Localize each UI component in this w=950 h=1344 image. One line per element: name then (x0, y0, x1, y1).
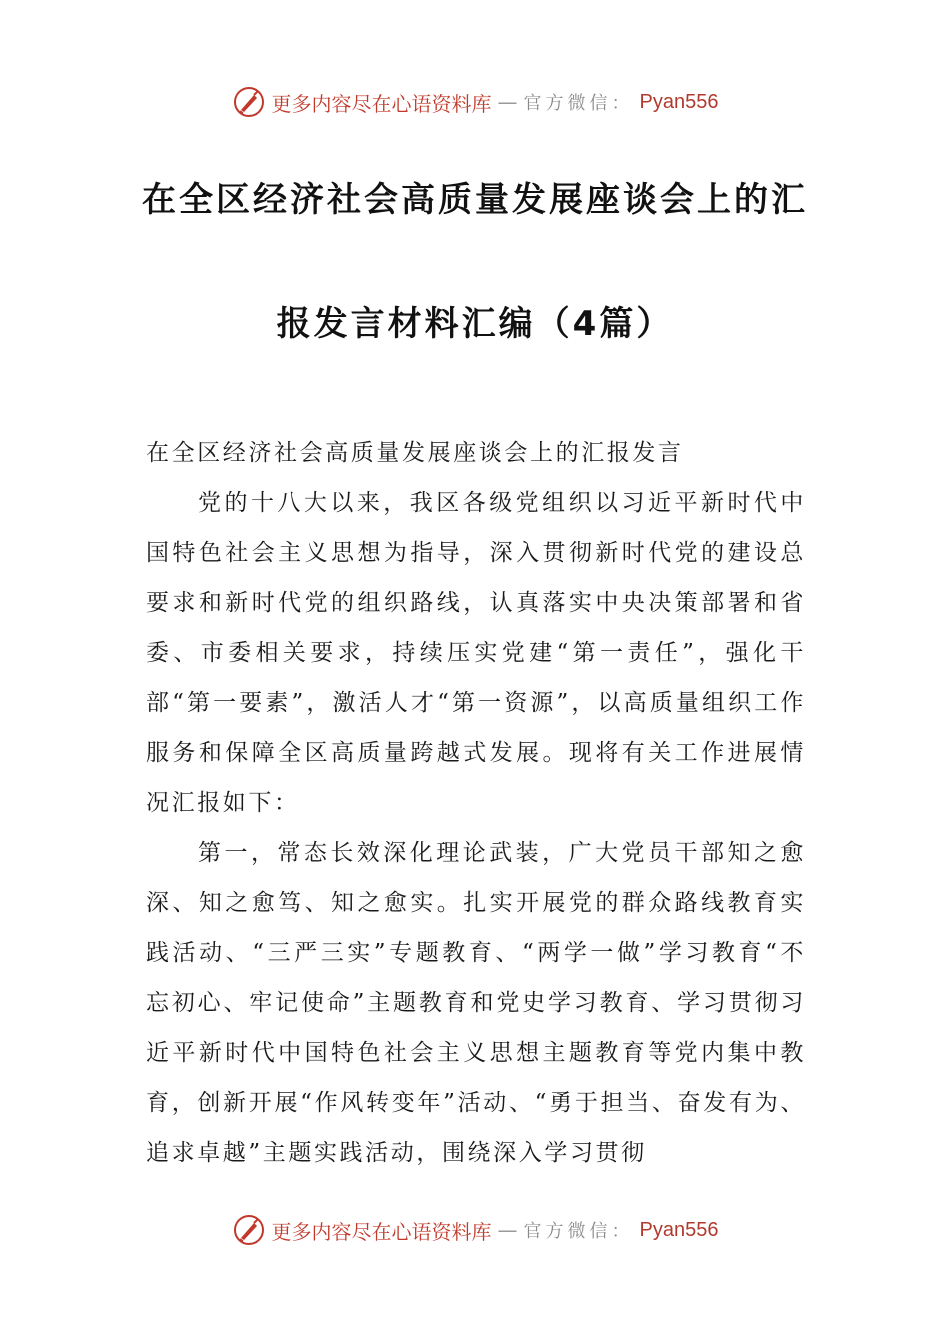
document-body (146, 428, 806, 1178)
watermark-official-label: 官方微信： (523, 93, 634, 114)
watermark-wechat-id: Pyan556 (639, 1218, 719, 1241)
document-title-line-2: 报发言材料汇编（4篇） (276, 304, 674, 344)
watermark-header (0, 82, 950, 122)
watermark-footer (0, 1210, 950, 1250)
document-subtitle: 在全区经济社会高质量发展座谈会上的汇报发言 (146, 440, 684, 466)
document-title-line-1: 在全区经济社会高质量发展座谈会上的汇 (142, 180, 808, 220)
watermark-brand: 更多内容尽在心语资料库 (271, 91, 492, 116)
quill-pen-icon (232, 85, 266, 119)
paragraph-intro: 党的十八大以来，我区各级党组织以习近平新时代中国特色社会主义思想为指导，深入贯彻新时代党的建设总要求和新时代党的组织路线，认真落实中央决策部署和省委、市委相关要求，持续压实党建“第一责任”，强化干部“第一要素”，激活人才“第一资源”，以高质量组织工作服务和保障全区高质量跨越式发展。现将有关工作进展情况汇报如下： (146, 490, 806, 816)
watermark-separator: — (497, 90, 518, 114)
watermark-brand: 更多内容尽在心语资料库 (271, 1219, 492, 1244)
quill-pen-icon (232, 1213, 266, 1247)
watermark-separator: — (497, 1218, 518, 1242)
watermark-official-label: 官方微信： (523, 1221, 634, 1242)
paragraph-first-point: 第一，常态长效深化理论武装，广大党员干部知之愈深、知之愈笃、知之愈实。扎实开展党的群众路线教育实践活动、“三严三实”专题教育、“两学一做”学习教育“不忘初心、牢记使命”主题教育和党史学习教育、学习贯彻习近平新时代中国特色社会主义思想主题教育等党内集中教育，创新开展“作风转变年”活动、“勇于担当、奋发有为、追求卓越”主题实践活动，围绕深入学习贯彻 (146, 840, 806, 1166)
watermark-wechat-id: Pyan556 (639, 90, 719, 113)
